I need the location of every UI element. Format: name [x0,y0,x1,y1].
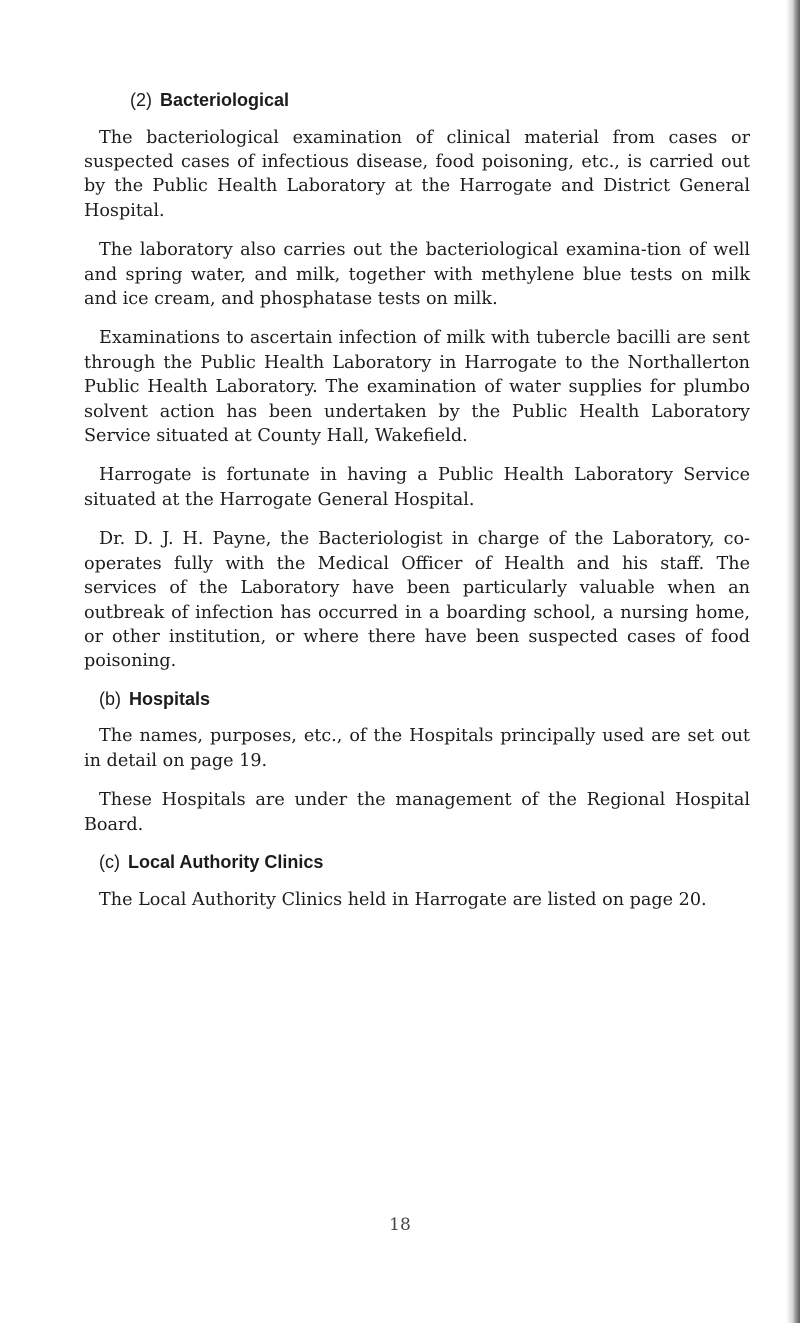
paragraph: The Local Authority Clinics held in Harrogate are listed on page 20. [99,889,707,910]
paragraph: The laboratory also carries out the bacteriological examina-tion of well and spring water, and milk, together with methylene blue tests on milk and ice cream, and phosphatase tests on milk. [84,240,750,310]
paragraph: Dr. D. J. H. Payne, the Bacteriologist in charge of the Laboratory, co-operates fully with the Medical Officer of Health and his staff. The services of the Laboratory have been particularly valuable when an outbreak of infection has occurred in a boarding school, a nursing home, or other institution, or where there have been suspected cases of food poisoning. [84,529,750,672]
document-page [84,90,750,927]
page-edge-shadow [786,0,800,1323]
section-title: Local Authority Clinics [128,851,324,872]
paragraph: Examinations to ascertain infection of milk with tubercle bacilli are sent through the Public Health Laboratory in Harrogate to the Northallerton Public Health Laboratory. The examination of water supplies for plumbo solvent action has been undertaken by the Public Health Laboratory Service situated at County Hall, Wakefield. [84,328,750,447]
section-number: (2) [130,90,152,110]
section-title: Hospitals [129,688,211,709]
page-number: 18 [389,1215,411,1235]
paragraph: The bacteriological examination of clinical material from cases or suspected cases of infectious disease, food poisoning, etc., is carried out by the Public Health Laboratory at the Harrogate and District General Hospital. [84,127,750,221]
section-heading-clinics [99,852,750,874]
section-heading-hospitals [99,689,750,711]
section-number: (b) [99,688,121,709]
section-title: Bacteriological [160,90,290,110]
section-heading-bacteriological [130,90,750,112]
section-number: (c) [99,851,120,872]
paragraph: These Hospitals are under the management of the Regional Hospital Board. [84,790,750,835]
paragraph: Harrogate is fortunate in having a Public Health Laboratory Service situated at the Harrogate General Hospital. [84,465,750,510]
paragraph: The names, purposes, etc., of the Hospitals principally used are set out in detail on page 19. [84,726,750,771]
